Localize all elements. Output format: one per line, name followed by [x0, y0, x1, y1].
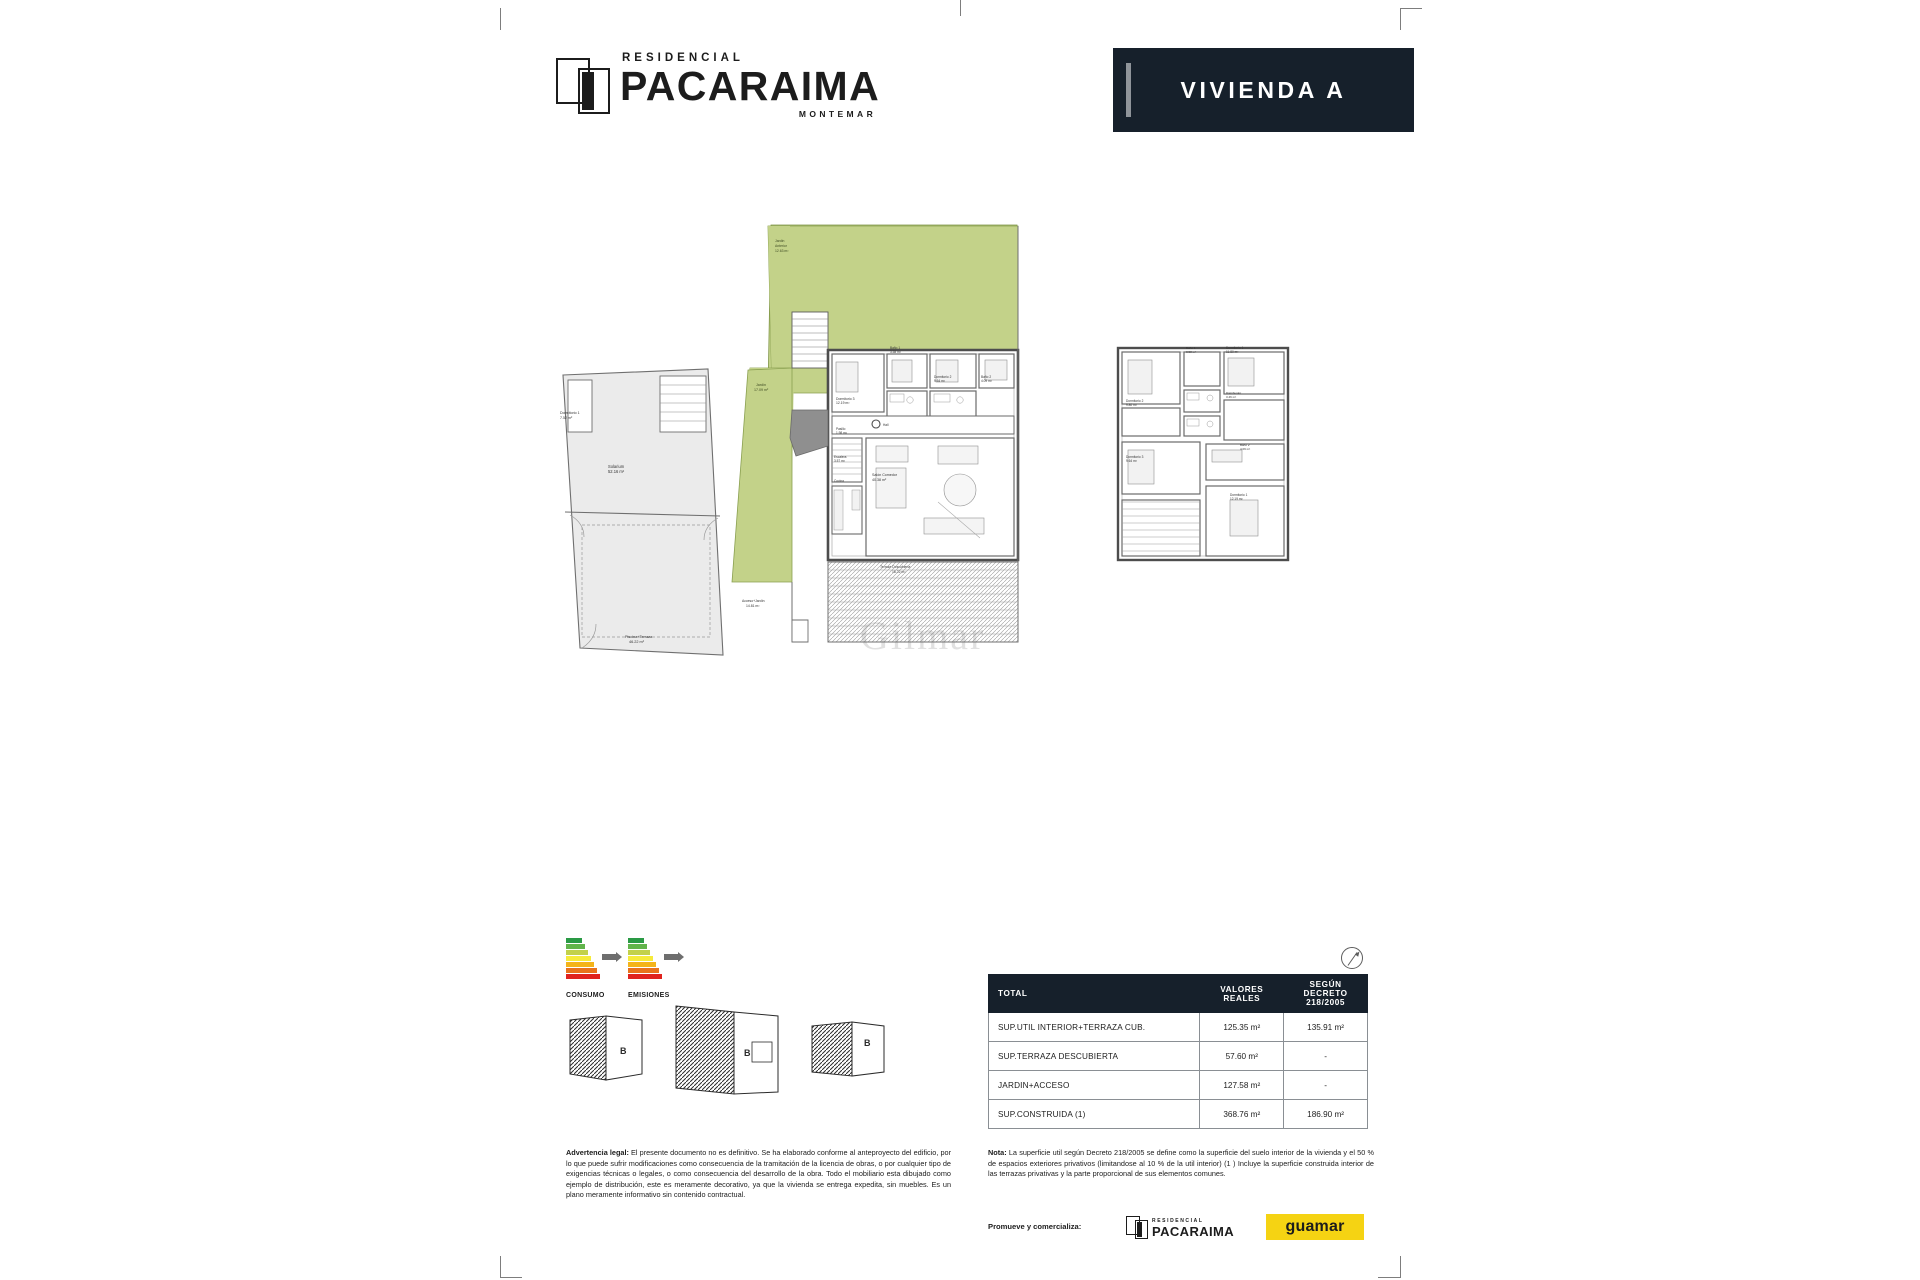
th-valores-line2: REALES — [1223, 993, 1261, 1003]
table-header-row — [989, 975, 1368, 1013]
promoter-brand-small: RESIDENCIAL — [1152, 1218, 1204, 1224]
row-label: JARDIN+ACCESO — [989, 1071, 1200, 1100]
brand-location-label: MONTEMAR — [798, 109, 877, 119]
svg-text:Hall: Hall — [883, 423, 889, 427]
decree-note — [988, 1148, 1374, 1180]
row-label: SUP.TERRAZA DESCUBIERTA — [989, 1042, 1200, 1071]
row-decreto: - — [1284, 1042, 1368, 1071]
brand-residencial-label: RESIDENCIAL — [622, 52, 744, 64]
svg-text:52.16 m²: 52.16 m² — [608, 469, 625, 474]
svg-text:Baño 1: Baño 1 — [1186, 346, 1196, 350]
svg-text:46.22 m²: 46.22 m² — [629, 640, 644, 644]
svg-text:3.46 m²: 3.46 m² — [1226, 395, 1237, 399]
svg-text:Dormitorio 3: Dormitorio 3 — [1126, 455, 1144, 459]
table-header-segun-decreto — [1284, 975, 1368, 1013]
crop-mark-tr-v — [1400, 8, 1422, 9]
promoter-brand — [1126, 1212, 1246, 1242]
row-real: 125.35 m² — [1200, 1013, 1284, 1042]
svg-text:1.98 m²: 1.98 m² — [836, 431, 847, 435]
row-label: SUP.CONSTRUIDA (1) — [989, 1100, 1200, 1129]
svg-text:12.19 m²: 12.19 m² — [1230, 497, 1243, 501]
pacaraima-logo-icon — [556, 58, 612, 114]
svg-text:12.19 m²: 12.19 m² — [836, 401, 850, 405]
svg-text:Solarium: Solarium — [608, 464, 625, 469]
table-header-total: TOTAL — [989, 975, 1200, 1013]
right-level-plan — [1118, 346, 1288, 560]
crop-mark-tm-h — [960, 0, 961, 16]
left-level-plan — [560, 369, 723, 655]
north-compass-icon — [1341, 947, 1363, 969]
key-plan-2 — [676, 1006, 778, 1094]
svg-text:Baño 2: Baño 2 — [1240, 443, 1250, 447]
svg-text:Baño 2: Baño 2 — [981, 375, 992, 379]
dwelling-title-label: VIVIENDA A — [1180, 76, 1347, 103]
th-valores-line1: VALORES — [1220, 984, 1264, 994]
floor-plan-drawing — [540, 239, 1400, 810]
svg-text:Piscina+Terraza: Piscina+Terraza — [625, 635, 653, 639]
brand-name-label: PACARAIMA — [620, 63, 881, 109]
svg-text:Escalera: Escalera — [834, 455, 847, 459]
consumo-label: CONSUMO — [566, 992, 605, 999]
svg-text:3.58 m²: 3.58 m² — [890, 350, 901, 354]
note-title: Nota: — [988, 1148, 1007, 1157]
svg-text:3.57 m²: 3.57 m² — [834, 459, 845, 463]
svg-text:Dormitorio 3: Dormitorio 3 — [836, 397, 855, 401]
legal-body: El presente documento no es definitivo. Se ha elaborado conforme al anteproyecto del edificio, por lo que puede sufrir modificaciones como consecuencia de la tramitación de la licencia de obras, o por cualquier tipo de exigencias técnicas o legales, o como consecuencia del desarrollo de la obra. Todo el mobiliario esta dibujado como ejemplo de distribución, este es meramente decorativo, ya que la vivienda se entrega expedita, sin muebles. Es un plano meramente informativo sin contenido contractual. — [566, 1148, 951, 1200]
svg-text:B: B — [620, 1046, 627, 1056]
svg-text:11.80 m²: 11.80 m² — [1226, 350, 1239, 354]
row-real: 57.60 m² — [1200, 1042, 1284, 1071]
svg-text:Acceso+Jardín: Acceso+Jardín — [742, 599, 765, 603]
svg-text:Baño 1: Baño 1 — [890, 346, 901, 350]
key-plans-block — [566, 1002, 966, 1122]
partner-label: guamar — [1285, 1218, 1345, 1235]
svg-text:9.64 m²: 9.64 m² — [934, 379, 945, 383]
legal-title: Advertencia legal: — [566, 1148, 629, 1157]
key-plan-3 — [812, 1022, 884, 1076]
svg-text:40.38 m²: 40.38 m² — [872, 478, 887, 482]
dwelling-title-box — [1113, 48, 1414, 132]
table-row — [989, 1013, 1368, 1042]
svg-text:Dormitorio 2: Dormitorio 2 — [1126, 399, 1144, 403]
svg-text:Distribuidor: Distribuidor — [1226, 391, 1242, 395]
svg-text:12.63 m²: 12.63 m² — [775, 249, 789, 253]
emisiones-label: EMISIONES — [628, 992, 670, 999]
surface-areas-table — [988, 974, 1368, 1129]
watermark-text: Gilmar — [860, 613, 986, 658]
title-accent-bar — [1126, 63, 1131, 117]
row-real: 127.58 m² — [1200, 1071, 1284, 1100]
promoter-brand-name: PACARAIMA — [1152, 1224, 1235, 1239]
crop-mark-bl-h — [500, 1256, 501, 1278]
svg-text:9.80 m²: 9.80 m² — [1126, 403, 1137, 407]
svg-text:4.09 m²: 4.09 m² — [1240, 447, 1251, 451]
svg-text:7.52 m²: 7.52 m² — [560, 416, 573, 420]
crop-mark-tr-h — [1400, 8, 1401, 30]
center-level-plan — [732, 225, 1018, 642]
svg-text:17.09 m²: 17.09 m² — [754, 388, 769, 392]
row-label: SUP.UTIL INTERIOR+TERRAZA CUB. — [989, 1013, 1200, 1042]
crop-mark-tl-h — [500, 8, 501, 30]
note-body: La superficie util según Decreto 218/2005 se define como la superficie del suelo interior de la vivienda y el 50 % de espacios exteriores privativos (limitandose al 10 % de la util interior) (1 ) Incluye la superficie construida interior de las terrazas privativas y la parte proporcional de sus elementos comunes. — [988, 1148, 1374, 1179]
table-row — [989, 1100, 1368, 1129]
table-row — [989, 1042, 1368, 1071]
brand-text — [620, 52, 880, 119]
svg-text:9.64 m²: 9.64 m² — [1126, 459, 1137, 463]
th-decreto-line1: SEGÚN — [1309, 980, 1342, 989]
svg-text:B: B — [864, 1038, 871, 1048]
svg-text:Cocina: Cocina — [834, 479, 844, 483]
emisiones-scale — [628, 938, 684, 979]
crop-mark-br-h — [1400, 1256, 1401, 1278]
th-decreto-line3: 218/2005 — [1306, 998, 1346, 1007]
crop-mark-br-v — [1378, 1277, 1400, 1278]
svg-text:4.09 m²: 4.09 m² — [981, 379, 992, 383]
svg-text:Dormitorio 1: Dormitorio 1 — [1230, 493, 1248, 497]
legal-notice — [566, 1148, 951, 1201]
svg-text:Salón Comedor: Salón Comedor — [872, 473, 897, 477]
svg-text:Pasillo: Pasillo — [836, 427, 846, 431]
svg-text:3.58 m²: 3.58 m² — [1186, 350, 1197, 354]
table-row — [989, 1071, 1368, 1100]
svg-text:Jardín: Jardín — [756, 383, 766, 387]
key-plan-1 — [570, 1016, 642, 1080]
row-decreto: 135.91 m² — [1284, 1013, 1368, 1042]
svg-text:Dormitorio 1: Dormitorio 1 — [560, 411, 580, 415]
th-decreto-line2: DECRETO — [1303, 989, 1348, 998]
svg-text:14.81 m²: 14.81 m² — [746, 604, 760, 608]
crop-mark-bl-v — [500, 1277, 522, 1278]
row-decreto: 186.90 m² — [1284, 1100, 1368, 1129]
pacaraima-small-logo-icon — [1126, 1216, 1148, 1238]
svg-text:Jardín: Jardín — [775, 239, 785, 243]
partner-logo — [1266, 1214, 1364, 1240]
consumo-scale — [566, 938, 622, 979]
energy-certificate-block — [566, 938, 686, 1004]
svg-text:Dormitorio 2: Dormitorio 2 — [934, 375, 952, 379]
svg-text:Dormitorio 1: Dormitorio 1 — [1226, 346, 1244, 350]
promoter-label: Promueve y comercializa: — [988, 1222, 1082, 1231]
row-real: 368.76 m² — [1200, 1100, 1284, 1129]
table-header-valores-reales — [1200, 975, 1284, 1013]
svg-text:B: B — [744, 1048, 751, 1058]
brand-logo-block — [556, 52, 881, 128]
promoter-footer — [988, 1212, 1378, 1244]
svg-text:Anterior: Anterior — [775, 244, 787, 248]
row-decreto: - — [1284, 1071, 1368, 1100]
